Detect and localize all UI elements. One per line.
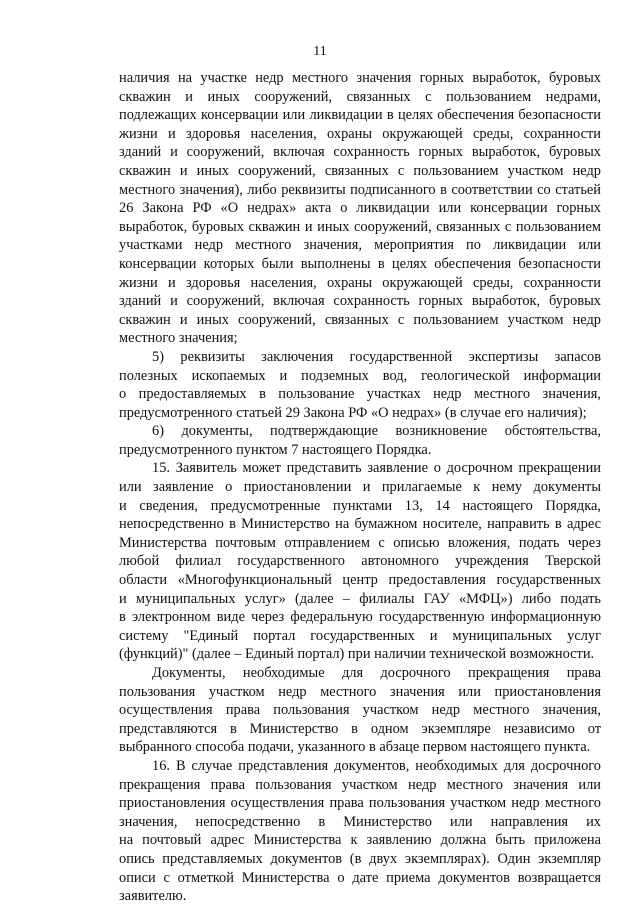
paragraph-continuation	[119, 69, 601, 348]
text-line: 26 Закона РФ «О недрах» акта о ликвидации или консервации горных	[119, 200, 601, 217]
text-line: и сведения, предусмотренные пунктами 13, 14 настоящего Порядка,	[119, 497, 601, 514]
text-line: заявителю.	[119, 888, 187, 905]
text-line: непосредственно в Министерство на бумажном носителе, направить в адрес	[119, 516, 601, 533]
text-line: полезных ископаемых и подземных вод, геологической информации	[119, 367, 601, 384]
text-line: систему "Единый портал государственных и муниципальных услуг	[119, 627, 601, 644]
text-line: подлежащих консервации или ликвидации в целях обеспечения безопасности	[119, 107, 601, 124]
document-body	[119, 69, 601, 906]
text-line: жизни и здоровья населения, охраны окружающей среды, сохранности	[119, 125, 601, 142]
text-line: приостановления осуществления права пользования участком недр местного	[119, 795, 601, 812]
text-line: или заявление о приостановлении и прилагаемые к нему документы	[119, 479, 601, 496]
text-line: описи с отметкой Министерства о дате приема документов возвращается	[119, 869, 601, 886]
text-line: участками недр местного значения, мероприятия по ликвидации или	[119, 237, 601, 254]
text-line: зданий и сооружений, включая сохранность горных выработок, буровых	[119, 144, 601, 161]
text-line: Документы, необходимые для досрочного прекращения права	[152, 665, 601, 681]
text-line: предусмотренного пунктом 7 настоящего Порядка.	[119, 441, 432, 458]
text-line: выработок, буровых скважин и иных сооружений, связанных с пользованием	[119, 218, 601, 235]
text-line: опись представляемых документов (в двух экземплярах). Один экземпляр	[119, 850, 601, 867]
text-line: жизни и здоровья населения, охраны окружающей среды, сохранности	[119, 274, 601, 291]
text-line: о предоставляемых в пользование участках недр местного значения,	[119, 386, 601, 403]
text-line: выбранного способа подачи, указанного в абзаце первом настоящего пункта.	[119, 739, 591, 756]
text-line: местного значения;	[119, 330, 238, 347]
text-line: скважин и иных сооружений, связанных с пользованием участком недр	[119, 162, 601, 179]
text-line: Министерства почтовым отправлением с описью вложения, подать через	[119, 534, 601, 551]
text-line: местного значения), либо реквизиты подписанного в соответствии со статьей	[119, 181, 601, 198]
text-line: области «Многофункциональный центр предоставления государственных	[119, 572, 601, 589]
text-line: 5) реквизиты заключения государственной экспертизы запасов	[152, 348, 601, 365]
page-number: 11	[313, 44, 327, 59]
text-line: пользования участком недр местного значения или приостановления	[119, 683, 601, 700]
text-line: 15. Заявитель может представить заявление о досрочном прекращении	[152, 460, 601, 477]
text-line: зданий и сооружений, включая сохранность горных выработок, буровых	[119, 293, 601, 310]
text-line: (функций)" (далее – Единый портал) при наличии технической возможности.	[119, 646, 595, 663]
text-line: скважин и иных сооружений, связанных с пользованием недрами,	[119, 88, 601, 105]
text-line: представляются в Министерство в одном экземпляре независимо от	[119, 720, 601, 737]
text-line: значения, непосредственно в Министерство или направления их	[119, 813, 601, 830]
text-line: 16. В случае представления документов, необходимых для досрочного	[152, 757, 601, 774]
paragraph-section-15	[119, 459, 601, 664]
paragraph-item-5	[119, 348, 601, 422]
text-line: в электронном виде через федеральную государственную информационную	[119, 609, 601, 626]
text-line: 6) документы, подтверждающие возникновение обстоятельства,	[152, 423, 601, 440]
paragraph-item-6	[119, 422, 601, 459]
text-line: осуществления права пользования участком недр местного значения,	[119, 702, 601, 719]
text-line: и муниципальных услуг» (далее – филиалы ГАУ «МФЦ») либо подать	[119, 590, 601, 607]
text-line: скважин и иных сооружений, связанных с пользованием участком недр	[119, 311, 601, 328]
text-line: любой филиал государственного автономного учреждения Тверской	[119, 553, 601, 570]
paragraph-section-16	[119, 757, 601, 906]
text-line: консервации которых были выполнены в целях обеспечения безопасности	[119, 255, 601, 272]
text-line: прекращения права пользования участком недр местного значения или	[119, 776, 601, 793]
paragraph-documents	[119, 664, 601, 757]
text-line: на почтовый адрес Министерства к заявлению должна быть приложена	[119, 832, 601, 849]
text-line: предусмотренного статьей 29 Закона РФ «О недрах» (в случае его наличия);	[119, 404, 587, 421]
text-line: наличия на участке недр местного значения горных выработок, буровых	[119, 70, 601, 86]
